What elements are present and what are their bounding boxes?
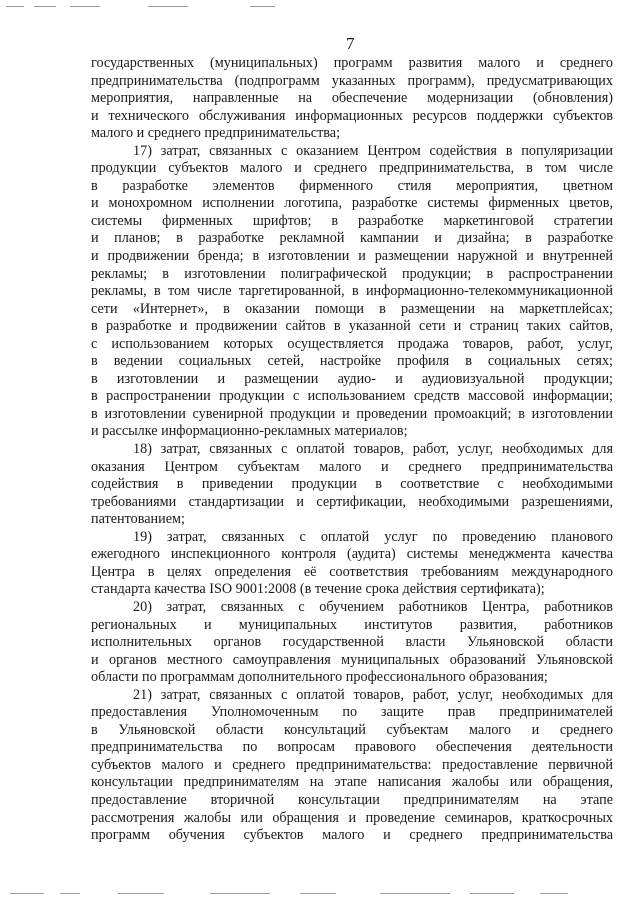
text-line: в разработке и продвижении сайтов в указанной сети и страниц таких сайтов,: [91, 318, 613, 335]
text-line: программ обучения субъектов малого и среднего предпринимательства: [91, 827, 613, 844]
text-line: и продвижении бренда; в изготовлении и размещении наружной и внутренней: [91, 248, 613, 265]
text-line: сети «Интернет», в оказании помощи в размещении на маркетплейсах;: [91, 300, 613, 317]
text-line: малого и среднего предпринимательства;: [91, 125, 341, 142]
text-line: в разработке элементов фирменного стиля мероприятия, цветном: [91, 177, 613, 194]
text-line: ежегодного инспекционного контроля (аудита) системы менеджмента качества: [91, 546, 613, 563]
text-line: рекламы, в том числе таргетированной, в информационно-телекоммуникационной: [91, 283, 613, 300]
text-line: в ведении социальных сетей, настройке профиля в социальных сетях;: [91, 353, 613, 370]
text-line: 21) затрат, связанных с оплатой товаров, работ, услуг, необходимых для: [133, 686, 613, 703]
text-line: с использованием которых осуществляется продажа товаров, работ, услуг,: [91, 335, 613, 352]
text-line: и планов; в разработке рекламной кампании и дизайна; в разработке: [91, 230, 613, 247]
text-line: предпринимательства по вопросам правового обеспечения деятельности: [91, 739, 613, 756]
scan-edge-bottom: [0, 893, 640, 895]
text-line: Центра в целях определения её соответствия требованиям международного: [91, 563, 613, 580]
text-line: системы фирменных шрифтов; в разработке маркетинговой стратегии: [91, 212, 613, 229]
text-line: в изготовлении сувенирной продукции и проведении промоакций; в изготовлении: [91, 405, 613, 422]
text-line: требованиями стандартизации и сертификации, необходимыми разрешениями,: [91, 493, 613, 510]
text-line: продукции субъектов малого и среднего предпринимательства, в том числе: [91, 160, 613, 177]
text-line: государственных (муниципальных) программ развития малого и среднего: [91, 55, 613, 71]
text-line: предоставления Уполномоченным по защите прав предпринимателей: [91, 704, 613, 721]
text-line: рекламы; в изготовлении полиграфической продукции; в распространении: [91, 265, 613, 282]
text-line: консультации предпринимателям на этапе написания жалобы или обращения,: [91, 774, 613, 791]
text-line: и рассылке информационно-рекламных материалов;: [91, 423, 408, 440]
text-line: 19) затрат, связанных с оплатой услуг по проведению планового: [133, 528, 613, 545]
text-line: региональных и муниципальных институтов развития, работников: [91, 616, 613, 633]
text-line: 18) затрат, связанных с оплатой товаров, работ, услуг, необходимых для: [133, 441, 613, 458]
text-line: содействия в приведении продукции в соответствие с необходимыми: [91, 476, 613, 493]
scan-edge-top: [0, 6, 640, 8]
page-number: 7: [346, 34, 355, 53]
text-line: в Ульяновской области консультаций субъектам малого и среднего: [91, 721, 613, 738]
text-line: и монохромном исполнении логотипа, разработке системы фирменных цветов,: [91, 195, 613, 212]
text-line: и технического обслуживания информационных ресурсов поддержки субъектов: [91, 107, 613, 124]
text-line: субъектов малого и среднего предпринимательства: предоставление первичной: [91, 756, 613, 773]
document-body: [91, 55, 613, 845]
text-line: рассмотрения жалобы или обращения и проведение семинаров, краткосрочных: [91, 809, 613, 826]
text-line: области по программам дополнительного профессионального образования;: [91, 669, 548, 686]
text-line: 17) затрат, связанных с оказанием Центром содействия в популяризации: [133, 142, 613, 159]
text-line: исполнительных органов государственной власти Ульяновской области: [91, 634, 613, 651]
text-line: предпринимательства (подпрограмм указанных программ), предусматривающих: [91, 72, 613, 89]
text-line: патентованием;: [91, 511, 185, 528]
text-line: и органов местного самоуправления муниципальных образований Ульяновской: [91, 651, 613, 668]
text-line: в изготовлении и размещении аудио- и аудиовизуальной продукции;: [91, 370, 613, 387]
text-line: стандарта качества ISO 9001:2008 (в течение срока действия сертификата);: [91, 581, 545, 598]
text-line: в распространении продукции с использованием средств массовой информации;: [91, 388, 613, 405]
text-line: оказания Центром субъектам малого и среднего предпринимательства: [91, 458, 613, 475]
text-line: 20) затрат, связанных с обучением работников Центра, работников: [133, 598, 613, 615]
text-line: мероприятия, направленные на обеспечение модернизации (обновления): [91, 90, 613, 107]
text-line: предоставление вторичной консультации предпринимателям на этапе: [91, 791, 613, 808]
